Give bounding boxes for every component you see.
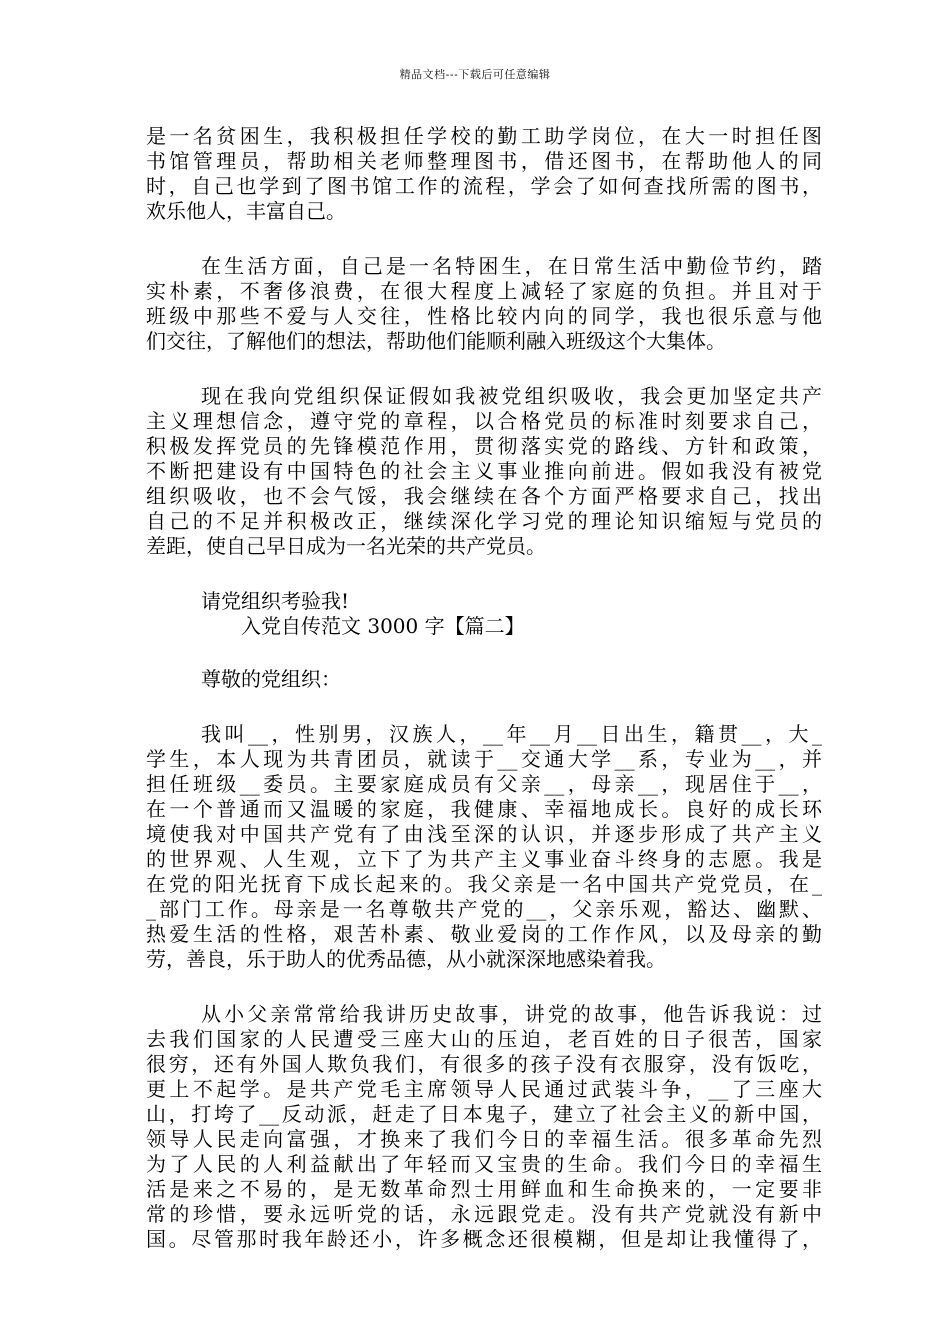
closing-line: 请党组织考验我! xyxy=(201,589,350,613)
text-line: 境使我对中国共产党有了由浅至深的认识，并逐步形成了共产主义 xyxy=(146,822,822,846)
text-line: 的世界观、人生观，立下了为共产主义事业奋斗终身的志愿。我是 xyxy=(146,847,822,871)
section-title: 入党自传范文 3000 字【篇二】 xyxy=(241,614,525,638)
text-line: 不断把建设有中国特色的社会主义事业推向前进。假如我没有被党 xyxy=(146,459,822,483)
text-line: 山，打垮了__反动派，赶走了日本鬼子，建立了社会主义的新中国， xyxy=(146,1102,822,1126)
paragraph-pledge xyxy=(146,384,822,559)
document-body xyxy=(146,124,822,1282)
paragraph-childhood-stories xyxy=(146,1002,822,1252)
text-line: 们交往，了解他们的想法，帮助他们能顺利融入班级这个大集体。 xyxy=(146,329,726,353)
text-line: 书馆管理员，帮助相关老师整理图书，借还图书，在帮助他人的同 xyxy=(146,149,822,173)
text-line: 领导人民走向富强，才换来了我们今日的幸福生活。很多革命先烈 xyxy=(146,1127,822,1151)
text-line: 热爱生活的性格，艰苦朴素、敬业爱岗的工作作风，以及母亲的勤 xyxy=(146,922,822,946)
text-line: 去我们国家的人民遭受三座大山的压迫，老百姓的日子很苦，国家 xyxy=(146,1027,822,1051)
text-line: 差距，使自己早日成为一名光荣的共产党员。 xyxy=(146,534,546,558)
text-line: 活是来之不易的，是无数革命烈士用鲜血和生命换来的，一定要非 xyxy=(146,1177,822,1201)
paragraph-life xyxy=(146,254,822,354)
text-line: 国。尽管那时我年龄还小，许多概念还很模糊，但是却让我懂得了， xyxy=(146,1227,822,1251)
text-line: 在生活方面，自己是一名特困生，在日常生活中勤俭节约，踏 xyxy=(201,254,822,278)
text-line: 主义理想信念，遵守党的章程，以合格党员的标准时刻要求自己， xyxy=(146,409,822,433)
paragraph-introduction xyxy=(146,722,822,972)
salutation: 尊敬的党组织： xyxy=(201,667,341,691)
text-line: 担任班级__委员。主要家庭成员有父亲__，母亲__，现居住于__， xyxy=(146,772,822,796)
text-line: 班级中那些不爱与人交往，性格比较内向的同学，我也很乐意与他 xyxy=(146,304,822,328)
text-line: 很穷，还有外国人欺负我们，有很多的孩子没有衣服穿，没有饭吃， xyxy=(146,1052,822,1076)
text-line: _部门工作。母亲是一名尊敬共产党的__，父亲乐观，豁达、幽默、 xyxy=(146,897,822,921)
text-line: 自己的不足并积极改正，继续深化学习党的理论知识缩短与党员的 xyxy=(146,509,822,533)
text-line: 积极发挥党员的先锋模范作用，贯彻落实党的路线、方针和政策， xyxy=(146,434,822,458)
text-line: 组织吸收，也不会气馁，我会继续在各个方面严格要求自己，找出 xyxy=(146,484,822,508)
text-line: 时，自己也学到了图书馆工作的流程，学会了如何查找所需的图书， xyxy=(146,174,822,198)
text-line: 从小父亲常常给我讲历史故事，讲党的故事，他告诉我说：过 xyxy=(201,1002,822,1026)
text-line: 现在我向党组织保证假如我被党组织吸收，我会更加坚定共产 xyxy=(201,384,822,408)
text-line: 欢乐他人，丰富自己。 xyxy=(146,199,346,223)
text-line: 劳，善良，乐于助人的优秀品德，从小就深深地感染着我。 xyxy=(146,947,666,971)
text-line: 我叫__，性别男，汉族人，__年__月__日出生，籍贯__，大_ xyxy=(201,722,822,746)
text-line: 在党的阳光抚育下成长起来的。我父亲是一名中国共产党党员，在_ xyxy=(146,872,822,896)
text-line: 学生，本人现为共青团员，就读于__交通大学__系，专业为__，并 xyxy=(146,747,822,771)
text-line: 为了人民的人利益献出了年轻而又宝贵的生命。我们今日的幸福生 xyxy=(146,1152,822,1176)
paragraph-library-work xyxy=(146,124,822,224)
text-line: 更上不起学。是共产党毛主席领导人民通过武装斗争，__了三座大 xyxy=(146,1077,822,1101)
text-line: 在一个普通而又温暖的家庭，我健康、幸福地成长。良好的成长环 xyxy=(146,797,822,821)
page-header: 精品文档---下载后可任意编辑 xyxy=(399,68,551,81)
text-line: 是一名贫困生，我积极担任学校的勤工助学岗位，在大一时担任图 xyxy=(146,124,822,148)
text-line: 常的珍惜，要永远听党的话，永远跟党走。没有共产党就没有新中 xyxy=(146,1202,822,1226)
text-line: 实朴素，不奢侈浪费，在很大程度上减轻了家庭的负担。并且对于 xyxy=(146,279,822,303)
